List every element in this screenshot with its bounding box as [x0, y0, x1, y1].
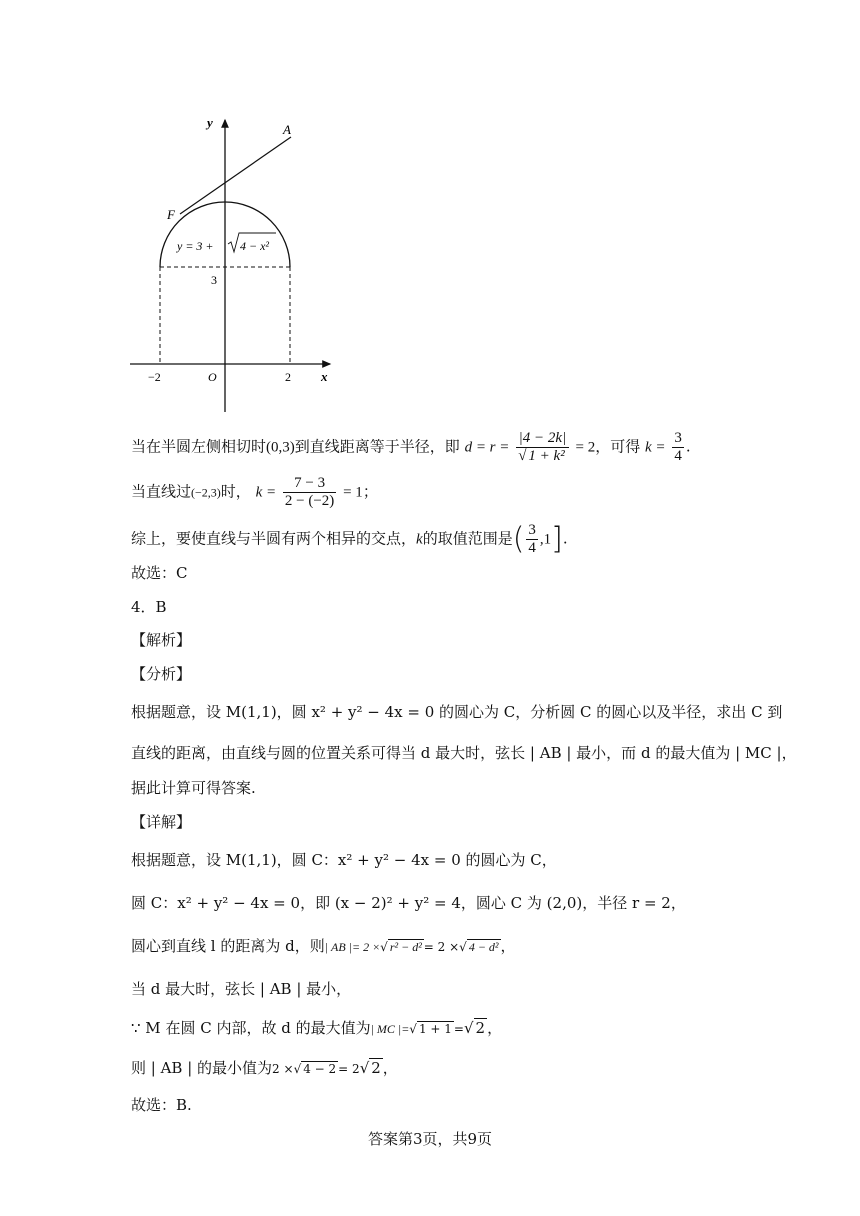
- l2-end: ；: [362, 482, 378, 501]
- question-number: 4．B: [131, 598, 167, 616]
- axis-x-label: x: [321, 369, 328, 384]
- l3-n: 3: [528, 522, 536, 538]
- l2-point: (−2,3): [191, 485, 221, 500]
- l14-c: = 2 ×: [423, 940, 460, 954]
- heading-xiangjie: 【详解】: [131, 813, 192, 831]
- text-line-14: 圆心到直线 l 的距离为 d，则| AB |= 2 ×√ r² − d² = 2 ×√ 4 − d² ，: [131, 937, 516, 955]
- axis-y-label: y: [207, 115, 213, 130]
- text-line-17: 则 | AB | 的最小值为2 ×√ 4 − 2 = 2√ 2 ，: [131, 1059, 398, 1077]
- text-line-16: ∵ M 在圆 C 内部，故 d 的最大值为| MC |=√ 1 + 1 =√ 2 ，: [131, 1019, 503, 1037]
- l1-point: (0,3): [266, 439, 295, 456]
- l14-end: ，: [500, 937, 516, 955]
- text-line-10: 据此计算可得答案.: [131, 779, 256, 797]
- l1-frac: $\frac{|4 - 2k|}{\text{√ 1 + k²}}$: [516, 430, 569, 465]
- l3-tail: ,1: [539, 531, 552, 548]
- l3-rbracket: ]: [551, 521, 563, 557]
- l16-r2: 2: [475, 1019, 486, 1037]
- text-line-2: [131, 475, 378, 510]
- text-line-4: 故选：C: [131, 564, 188, 582]
- page-footer: 答案第3页，共9页: [367, 1130, 493, 1148]
- l17-r: 4 − 2: [303, 1062, 337, 1076]
- l1-k: k =: [645, 439, 666, 456]
- l1-kn: 3: [674, 430, 682, 446]
- l14-r1: r² − d²: [389, 940, 422, 954]
- l3-k: k: [416, 531, 423, 548]
- l1-c: ，可得: [595, 437, 641, 456]
- l3-end: .: [562, 529, 568, 548]
- text-line-12: 根据题意，设 M(1,1)，圆 C：x² + y² − 4x = 0 的圆心为 C，: [131, 851, 557, 869]
- l2-den: 2 − (−2): [284, 493, 335, 509]
- l1-b: 到直线距离等于半径，即: [294, 437, 460, 456]
- l1-end: .: [685, 437, 691, 456]
- curve-equation: y = 3 +: [177, 239, 214, 253]
- l2-k: k =: [255, 484, 277, 501]
- l17-c: = 2: [338, 1062, 360, 1076]
- text-line-3: [131, 522, 568, 557]
- text-line-9: 直线的距离，由直线与圆的位置关系可得当 d 最大时，弦长 | AB | 最小，而 d 的最大值为 | MC |，: [131, 744, 797, 762]
- text-line-18: 故选：B.: [131, 1096, 192, 1114]
- l3-a: 综上，要使直线与半圆有两个相异的交点，: [131, 529, 417, 548]
- l1-kd: 4: [674, 448, 682, 464]
- l2-b: 时，: [220, 482, 251, 501]
- l3-frac: [526, 522, 538, 557]
- l16-b: | MC |=: [370, 1022, 410, 1036]
- text-line-8: 根据题意，设 M(1,1)，圆 x² + y² − 4x = 0 的圆心为 C，分析圆 C 的圆心以及半径，求出 C 到: [131, 703, 783, 721]
- l17-b: 2 ×: [272, 1062, 294, 1076]
- l16-r: 1 + 1: [418, 1022, 452, 1036]
- l3-d: 4: [528, 540, 536, 556]
- tick-neg2: −2: [148, 370, 161, 384]
- l1-a: 当在半圆左侧相切时: [131, 437, 267, 456]
- l17-a: 则 | AB | 的最小值为: [131, 1059, 273, 1077]
- l1-den: 1 + k²: [528, 448, 565, 464]
- l1-kfrac: [672, 430, 684, 465]
- heading-fenxi: 【分析】: [131, 665, 192, 683]
- text-line-13: 圆 C：x² + y² − 4x = 0，即 (x − 2)² + y² = 4，圆心 C 为 (2,0)，半径 r = 2，: [131, 894, 686, 912]
- l14-r2: 4 − d²: [468, 940, 499, 954]
- l14-a: 圆心到直线 l 的距离为 d，则: [131, 937, 325, 955]
- l1-eq2: = 2: [575, 439, 596, 456]
- l2-a: 当直线过: [131, 482, 192, 501]
- l17-end: ，: [382, 1059, 398, 1077]
- l2-frac: [283, 475, 336, 510]
- heading-jiexi: 【解析】: [131, 631, 192, 649]
- tick-2: 2: [285, 370, 291, 384]
- l3-lparen: (: [512, 521, 525, 557]
- l14-b: | AB |= 2 ×: [324, 940, 381, 954]
- l3-b: 的取值范围是: [422, 529, 513, 548]
- point-f-label: F: [167, 207, 175, 222]
- tick-3: 3: [211, 273, 217, 287]
- l16-c: =: [453, 1022, 464, 1036]
- l1-eq: d = r =: [464, 439, 510, 456]
- l1-num: |4 − 2k|: [516, 430, 569, 448]
- l17-r2: 2: [371, 1059, 381, 1077]
- origin-label: O: [208, 370, 217, 384]
- point-a-label: A: [283, 122, 291, 137]
- l16-end: ，: [487, 1019, 503, 1037]
- text-line-1: [131, 430, 691, 465]
- text-line-15: 当 d 最大时，弦长 | AB | 最小，: [131, 980, 352, 998]
- l16-a: ∵ M 在圆 C 内部，故 d 的最大值为: [131, 1019, 371, 1037]
- curve-eq-radicand: 4 − x²: [240, 239, 270, 253]
- l2-num: 7 − 3: [283, 475, 336, 493]
- l2-eq: = 1: [343, 484, 363, 501]
- semicircle-figure: [0, 0, 860, 420]
